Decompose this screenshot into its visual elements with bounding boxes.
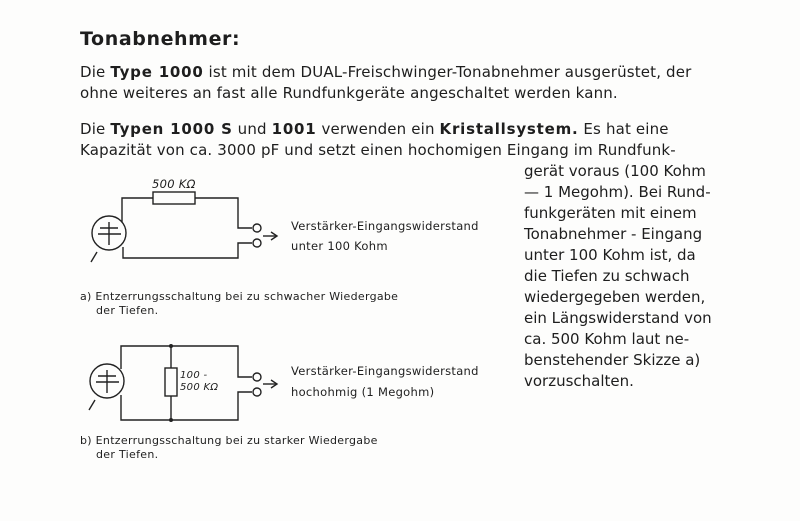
pickup-stylus xyxy=(89,400,95,410)
model-name: Type 1000 xyxy=(110,63,204,81)
pickup-stylus xyxy=(91,252,97,262)
resistor-label-a: 500 KΩ xyxy=(152,177,196,191)
system-name: Kristallsystem. xyxy=(439,120,579,138)
caption-b xyxy=(80,434,378,462)
wire xyxy=(122,198,153,222)
text-span: ist mit dem DUAL-Freischwinger-Tonabnehmer ausgerüstet, der xyxy=(203,63,692,81)
text-span: verwenden ein xyxy=(316,120,440,138)
side-line: wiedergegeben werden, xyxy=(524,288,706,306)
side-line: benstehender Skizze a) xyxy=(524,351,701,369)
text-span: Es hat eine xyxy=(578,120,669,138)
caption-line: der Tiefen. xyxy=(96,304,159,317)
page-heading: Tonabnehmer: xyxy=(80,28,241,50)
diagram-a xyxy=(91,192,277,262)
caption-line: b) Entzerrungsschaltung bei zu starker Wiedergabe xyxy=(80,434,378,447)
model-name: 1001 xyxy=(271,120,317,138)
terminal xyxy=(253,388,261,396)
resistor-a xyxy=(153,192,195,204)
junction-dot xyxy=(169,344,173,348)
text-span: Die xyxy=(80,63,111,81)
side-line: funkgeräten mit einem xyxy=(524,204,697,222)
side-line: — 1 Megohm). Bei Rund- xyxy=(524,183,711,201)
amp-label-b-line1: Verstärker-Eingangswiderstand xyxy=(291,364,479,378)
side-line: unter 100 Kohm ist, da xyxy=(524,246,696,264)
side-line: ein Längswiderstand von xyxy=(524,309,712,327)
resistor-b xyxy=(165,368,177,396)
side-line: ca. 500 Kohm laut ne- xyxy=(524,330,690,348)
resistor-label-line: 500 KΩ xyxy=(180,382,219,393)
amp-label-a-line2: unter 100 Kohm xyxy=(291,239,388,253)
side-line: Tonabnehmer - Eingang xyxy=(524,225,703,243)
text-span: Die xyxy=(80,120,111,138)
caption-line: a) Entzerrungsschaltung bei zu schwacher Wiedergabe xyxy=(80,290,399,303)
caption-a xyxy=(80,290,398,318)
terminal xyxy=(253,239,261,247)
wire xyxy=(195,198,252,228)
terminal xyxy=(253,373,261,381)
resistor-label-b xyxy=(180,370,218,394)
wire xyxy=(123,243,252,258)
terminal xyxy=(253,224,261,232)
amp-label-b-line2: hochohmig (1 Megohm) xyxy=(291,385,435,399)
junction-dot xyxy=(169,418,173,422)
side-line: gerät voraus (100 Kohm xyxy=(524,162,706,180)
model-name: Typen 1000 S xyxy=(110,120,233,138)
paragraph-line: ohne weiteres an fast alle Rundfunkgeräte angeschaltet werden kann. xyxy=(80,84,618,102)
caption-line: der Tiefen. xyxy=(96,448,159,461)
paragraph-crystal-line-2: Kapazität von ca. 3000 pF und setzt einen hochomigen Eingang im Rundfunk- xyxy=(80,141,676,159)
side-line: die Tiefen zu schwach xyxy=(524,267,690,285)
side-line: vorzuschalten. xyxy=(524,372,634,390)
text-span: und xyxy=(232,120,272,138)
amp-label-a-line1: Verstärker-Eingangswiderstand xyxy=(291,219,479,233)
wire xyxy=(121,392,252,420)
resistor-label-line: 100 - xyxy=(180,370,208,381)
